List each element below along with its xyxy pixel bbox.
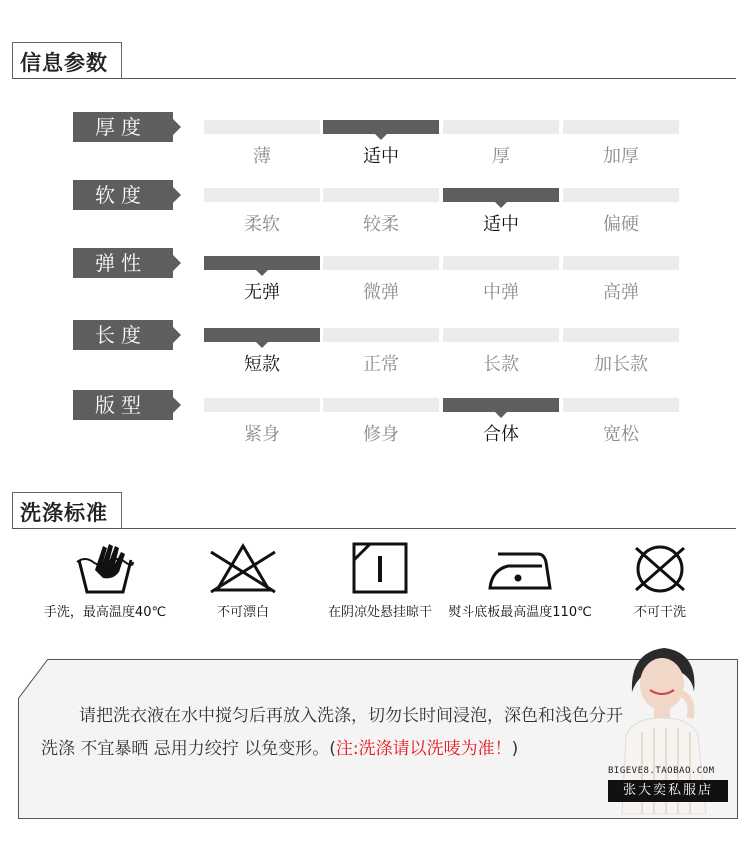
scale-option: 长款 <box>483 354 519 375</box>
scale-option: 较柔 <box>363 214 399 235</box>
scale-option: 偏硬 <box>603 214 639 235</box>
scale-segment-selected <box>443 398 559 412</box>
scale-option-selected: 无弹 <box>244 282 280 303</box>
scale-option: 加长款 <box>594 354 648 375</box>
wash-section-divider <box>12 528 736 529</box>
scale-segment <box>443 328 559 342</box>
info-row-label: 版型 <box>73 390 173 420</box>
shop-name-badge: 张大奕私服店 <box>608 780 728 802</box>
scale-option-selected: 适中 <box>483 214 519 235</box>
care-note-warning: 注:洗涤请以洗唛为准！ <box>335 739 512 759</box>
scale-option: 微弹 <box>363 282 399 303</box>
wash-section-title: 洗涤标准 <box>20 501 108 525</box>
info-row <box>0 390 750 450</box>
scale-segment <box>323 256 439 270</box>
scale-segment <box>204 188 320 202</box>
info-row-label: 厚度 <box>73 112 173 142</box>
scale-segment <box>563 398 679 412</box>
wash-item-iron <box>445 540 595 640</box>
wash-item-hand-wash <box>30 540 180 640</box>
wash-caption: 手洗，最高温度40℃ <box>43 605 167 620</box>
scale-option: 厚 <box>492 146 510 167</box>
info-row-label: 弹性 <box>73 248 173 278</box>
info-row <box>0 180 750 240</box>
scale-option-selected: 适中 <box>363 146 399 167</box>
note-box-corner-decoration <box>18 659 48 699</box>
scale-option: 中弹 <box>483 282 519 303</box>
wash-section-header <box>12 492 122 528</box>
scale-segment-selected <box>204 256 320 270</box>
info-row-label: 长度 <box>73 320 173 350</box>
scale-option: 加厚 <box>603 146 639 167</box>
scale-option: 柔软 <box>244 214 280 235</box>
wash-caption: 熨斗底板最高温度110℃ <box>448 605 592 620</box>
wash-caption: 在阴凉处悬挂晾干 <box>327 605 432 620</box>
scale-option: 修身 <box>363 424 399 445</box>
scale-option: 正常 <box>363 354 399 375</box>
scale-segment <box>323 328 439 342</box>
shop-url: BIGEVE8.TAOBAO.COM <box>608 766 715 776</box>
scale-option: 紧身 <box>244 424 280 445</box>
scale-segment <box>563 328 679 342</box>
scale-segment <box>563 188 679 202</box>
scale-segment-selected <box>443 188 559 202</box>
scale-segment-selected <box>323 120 439 134</box>
scale-segment <box>443 120 559 134</box>
scale-segment <box>204 398 320 412</box>
info-section-divider <box>12 78 736 79</box>
scale-segment <box>204 120 320 134</box>
iron-icon <box>484 540 556 596</box>
wash-item-shade-dry <box>305 540 455 640</box>
info-section-header <box>12 42 122 78</box>
no-dry-clean-icon <box>628 540 692 596</box>
info-row <box>0 320 750 380</box>
scale-option-selected: 短款 <box>244 354 280 375</box>
scale-segment-selected <box>204 328 320 342</box>
shade-dry-icon <box>348 540 412 596</box>
wash-item-no-dry-clean <box>585 540 735 640</box>
info-section-title: 信息参数 <box>20 51 108 75</box>
scale-segment <box>323 398 439 412</box>
scale-option: 薄 <box>253 146 271 167</box>
scale-option: 高弹 <box>603 282 639 303</box>
wash-item-no-bleach <box>168 540 318 640</box>
info-row-label: 软度 <box>73 180 173 210</box>
wash-caption: 不可干洗 <box>633 605 686 620</box>
care-note-body: 请把洗衣液在水中搅匀后再放入洗涤，切勿长时间浸泡，深色和浅色分开洗涤 不宜暴晒 忌用力绞拧 以免变形。( <box>41 706 623 759</box>
scale-segment <box>563 120 679 134</box>
scale-segment <box>563 256 679 270</box>
scale-option: 宽松 <box>603 424 639 445</box>
info-row <box>0 248 750 308</box>
care-note-tail: ) <box>511 739 519 759</box>
hand-wash-icon <box>73 540 137 596</box>
wash-caption: 不可漂白 <box>216 605 269 620</box>
scale-segment <box>323 188 439 202</box>
scale-segment <box>443 256 559 270</box>
scale-option-selected: 合体 <box>483 424 519 445</box>
info-row <box>0 112 750 172</box>
no-bleach-icon <box>207 540 279 596</box>
care-note-text <box>41 700 631 766</box>
